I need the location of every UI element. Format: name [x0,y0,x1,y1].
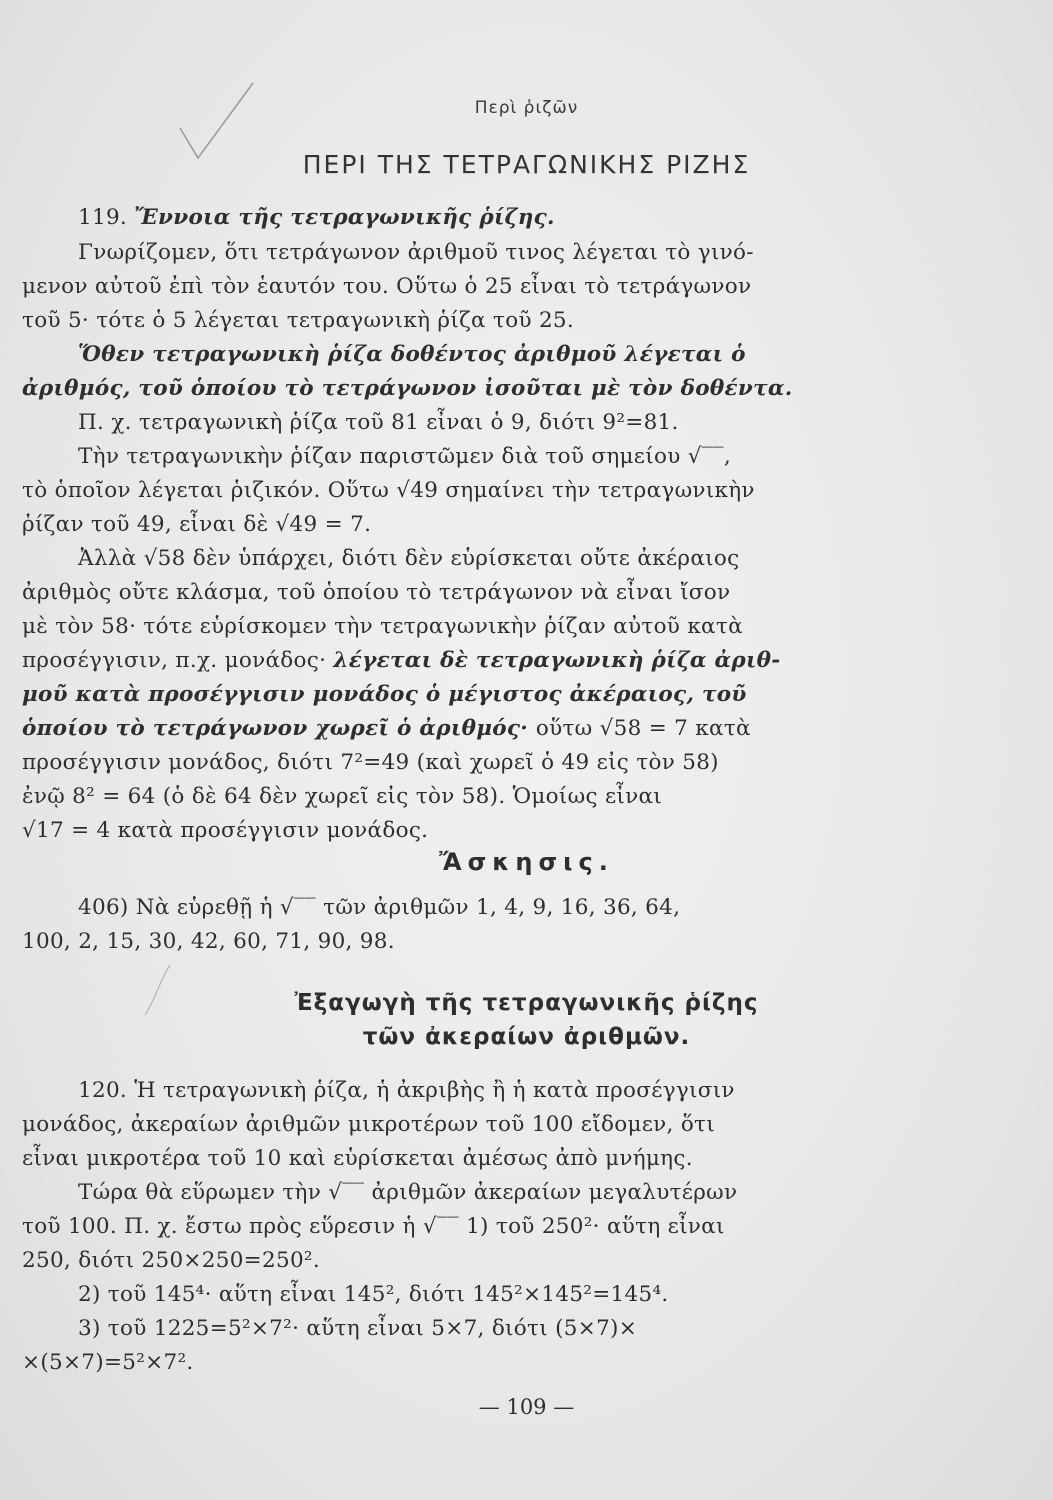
paragraph-line: Ἀλλὰ √58 δὲν ὑπάρχει, διότι δὲν εὑρίσκεται οὔτε ἀκέραιος [78,546,740,571]
paragraph-line: προσέγγισιν μονάδος, διότι 7²=49 (καὶ χωρεῖ ὁ 49 εἰς τὸν 58) [22,750,719,775]
paragraph-line: 120. Ἡ τετραγωνικὴ ῥίζα, ἡ ἀκριβὴς ἢ ἡ κατὰ προσέγγισιν [78,1078,735,1103]
section-119-heading: 119. Ἔννοια τῆς τετραγωνικῆς ῥίζης. [78,205,555,230]
exercise-line: 100, 2, 15, 30, 42, 60, 71, 90, 98. [22,929,395,954]
subsection-title: Ἐξαγωγὴ τῆς τετραγωνικῆς ῥίζης [294,990,759,1016]
paragraph-line: μὲ τὸν 58· τότε εὑρίσκομεν τὴν τετραγωνικὴν ῥίζαν αὐτοῦ κατὰ [22,614,743,639]
paragraph-line: 2) τοῦ 145⁴· αὕτη εἶναι 145², διότι 145²×145²=145⁴. [78,1282,669,1307]
paragraph-line: 250, διότι 250×250=250². [22,1248,320,1273]
paragraph-line: 3) τοῦ 1225=5²×7²· αὕτη εἶναι 5×7, διότι (5×7)× [78,1316,638,1341]
definition-line: ἀριθμός, τοῦ ὁποίου τὸ τετράγωνον ἰσοῦται μὲ τὸν δοθέντα. [22,376,793,401]
subsection-title: τῶν ἀκεραίων ἀριθμῶν. [362,1024,691,1050]
paragraph-line: μενον αὐτοῦ ἐπὶ τὸν ἑαυτόν του. Οὕτω ὁ 25 εἶναι τὸ τετράγωνον [22,274,752,299]
paragraph-line: Τώρα θὰ εὕρωμεν τὴν √‾‾ ἀριθμῶν ἀκεραίων μεγαλυτέρων [78,1180,738,1205]
paragraph-line: Π. χ. τετραγωνικὴ ῥίζα τοῦ 81 εἶναι ὁ 9, διότι 9²=81. [78,410,679,435]
paragraph-line: ×(5×7)=5²×7². [22,1350,194,1375]
exercise-heading: Ἄσκησις. [439,848,614,876]
running-header: Περὶ ῥιζῶν [474,98,579,118]
definition-line: Ὅθεν τετραγωνικὴ ῥίζα δοθέντος ἀριθμοῦ λέγεται ὁ [78,342,746,367]
paragraph-line: √17 = 4 κατὰ προσέγγισιν μονάδος. [22,818,429,843]
paragraph-line: ῥίζαν τοῦ 49, εἶναι δὲ √49 = 7. [22,512,372,537]
paragraph-line: Τὴν τετραγωνικὴν ῥίζαν παριστῶμεν διὰ τοῦ σημείου √‾‾, [78,444,731,469]
paragraph-line: ἐνῷ 8² = 64 (ὁ δὲ 64 δὲν χωρεῖ εἰς τὸν 58). Ὁμοίως εἶναι [22,784,663,809]
definition-line: μοῦ κατὰ προσέγγισιν μονάδος ὁ μέγιστος ἀκέραιος, τοῦ [22,682,747,707]
exercise-line: 406) Νὰ εὑρεθῇ ἡ √‾‾ τῶν ἀριθμῶν 1, 4, 9, 16, 36, 64, [78,895,681,920]
paragraph-line: ἀριθμὸς οὔτε κλάσμα, τοῦ ὁποίου τὸ τετράγωνον νὰ εἶναι ἴσον [22,580,731,605]
paragraph-line: εἶναι μικροτέρα τοῦ 10 καὶ εὑρίσκεται ἀμέσως ἀπὸ μνήμης. [22,1146,693,1171]
paragraph-line: τὸ ὁποῖον λέγεται ῥιζικόν. Οὕτω √49 σημαίνει τὴν τετραγωνικὴν [22,478,755,503]
paragraph-line: τοῦ 100. Π. χ. ἔστω πρὸς εὕρεσιν ἡ √‾‾ 1) τοῦ 250²· αὕτη εἶναι [22,1214,725,1239]
paragraph-line: ὁποίου τὸ τετράγωνον χωρεῖ ὁ ἀριθμός· οὕτω √58 = 7 κατὰ [22,716,751,741]
paragraph-line: Γνωρίζομεν, ὅτι τετράγωνον ἀριθμοῦ τινος λέγεται τὸ γινό- [78,240,754,265]
page-number: — 109 — [478,1395,575,1419]
paragraph-line: προσέγγισιν, π.χ. μονάδος· λέγεται δὲ τετραγωνικὴ ῥίζα ἀριθ- [22,648,781,673]
chapter-title: ΠΕΡΙ ΤΗΣ ΤΕΤΡΑΓΩΝΙΚΗΣ ΡΙΖΗΣ [302,150,751,179]
paragraph-line: τοῦ 5· τότε ὁ 5 λέγεται τετραγωνικὴ ῥίζα τοῦ 25. [22,308,575,333]
paragraph-line: μονάδος, ἀκεραίων ἀριθμῶν μικροτέρων τοῦ 100 εἴδομεν, ὅτι [22,1112,715,1137]
